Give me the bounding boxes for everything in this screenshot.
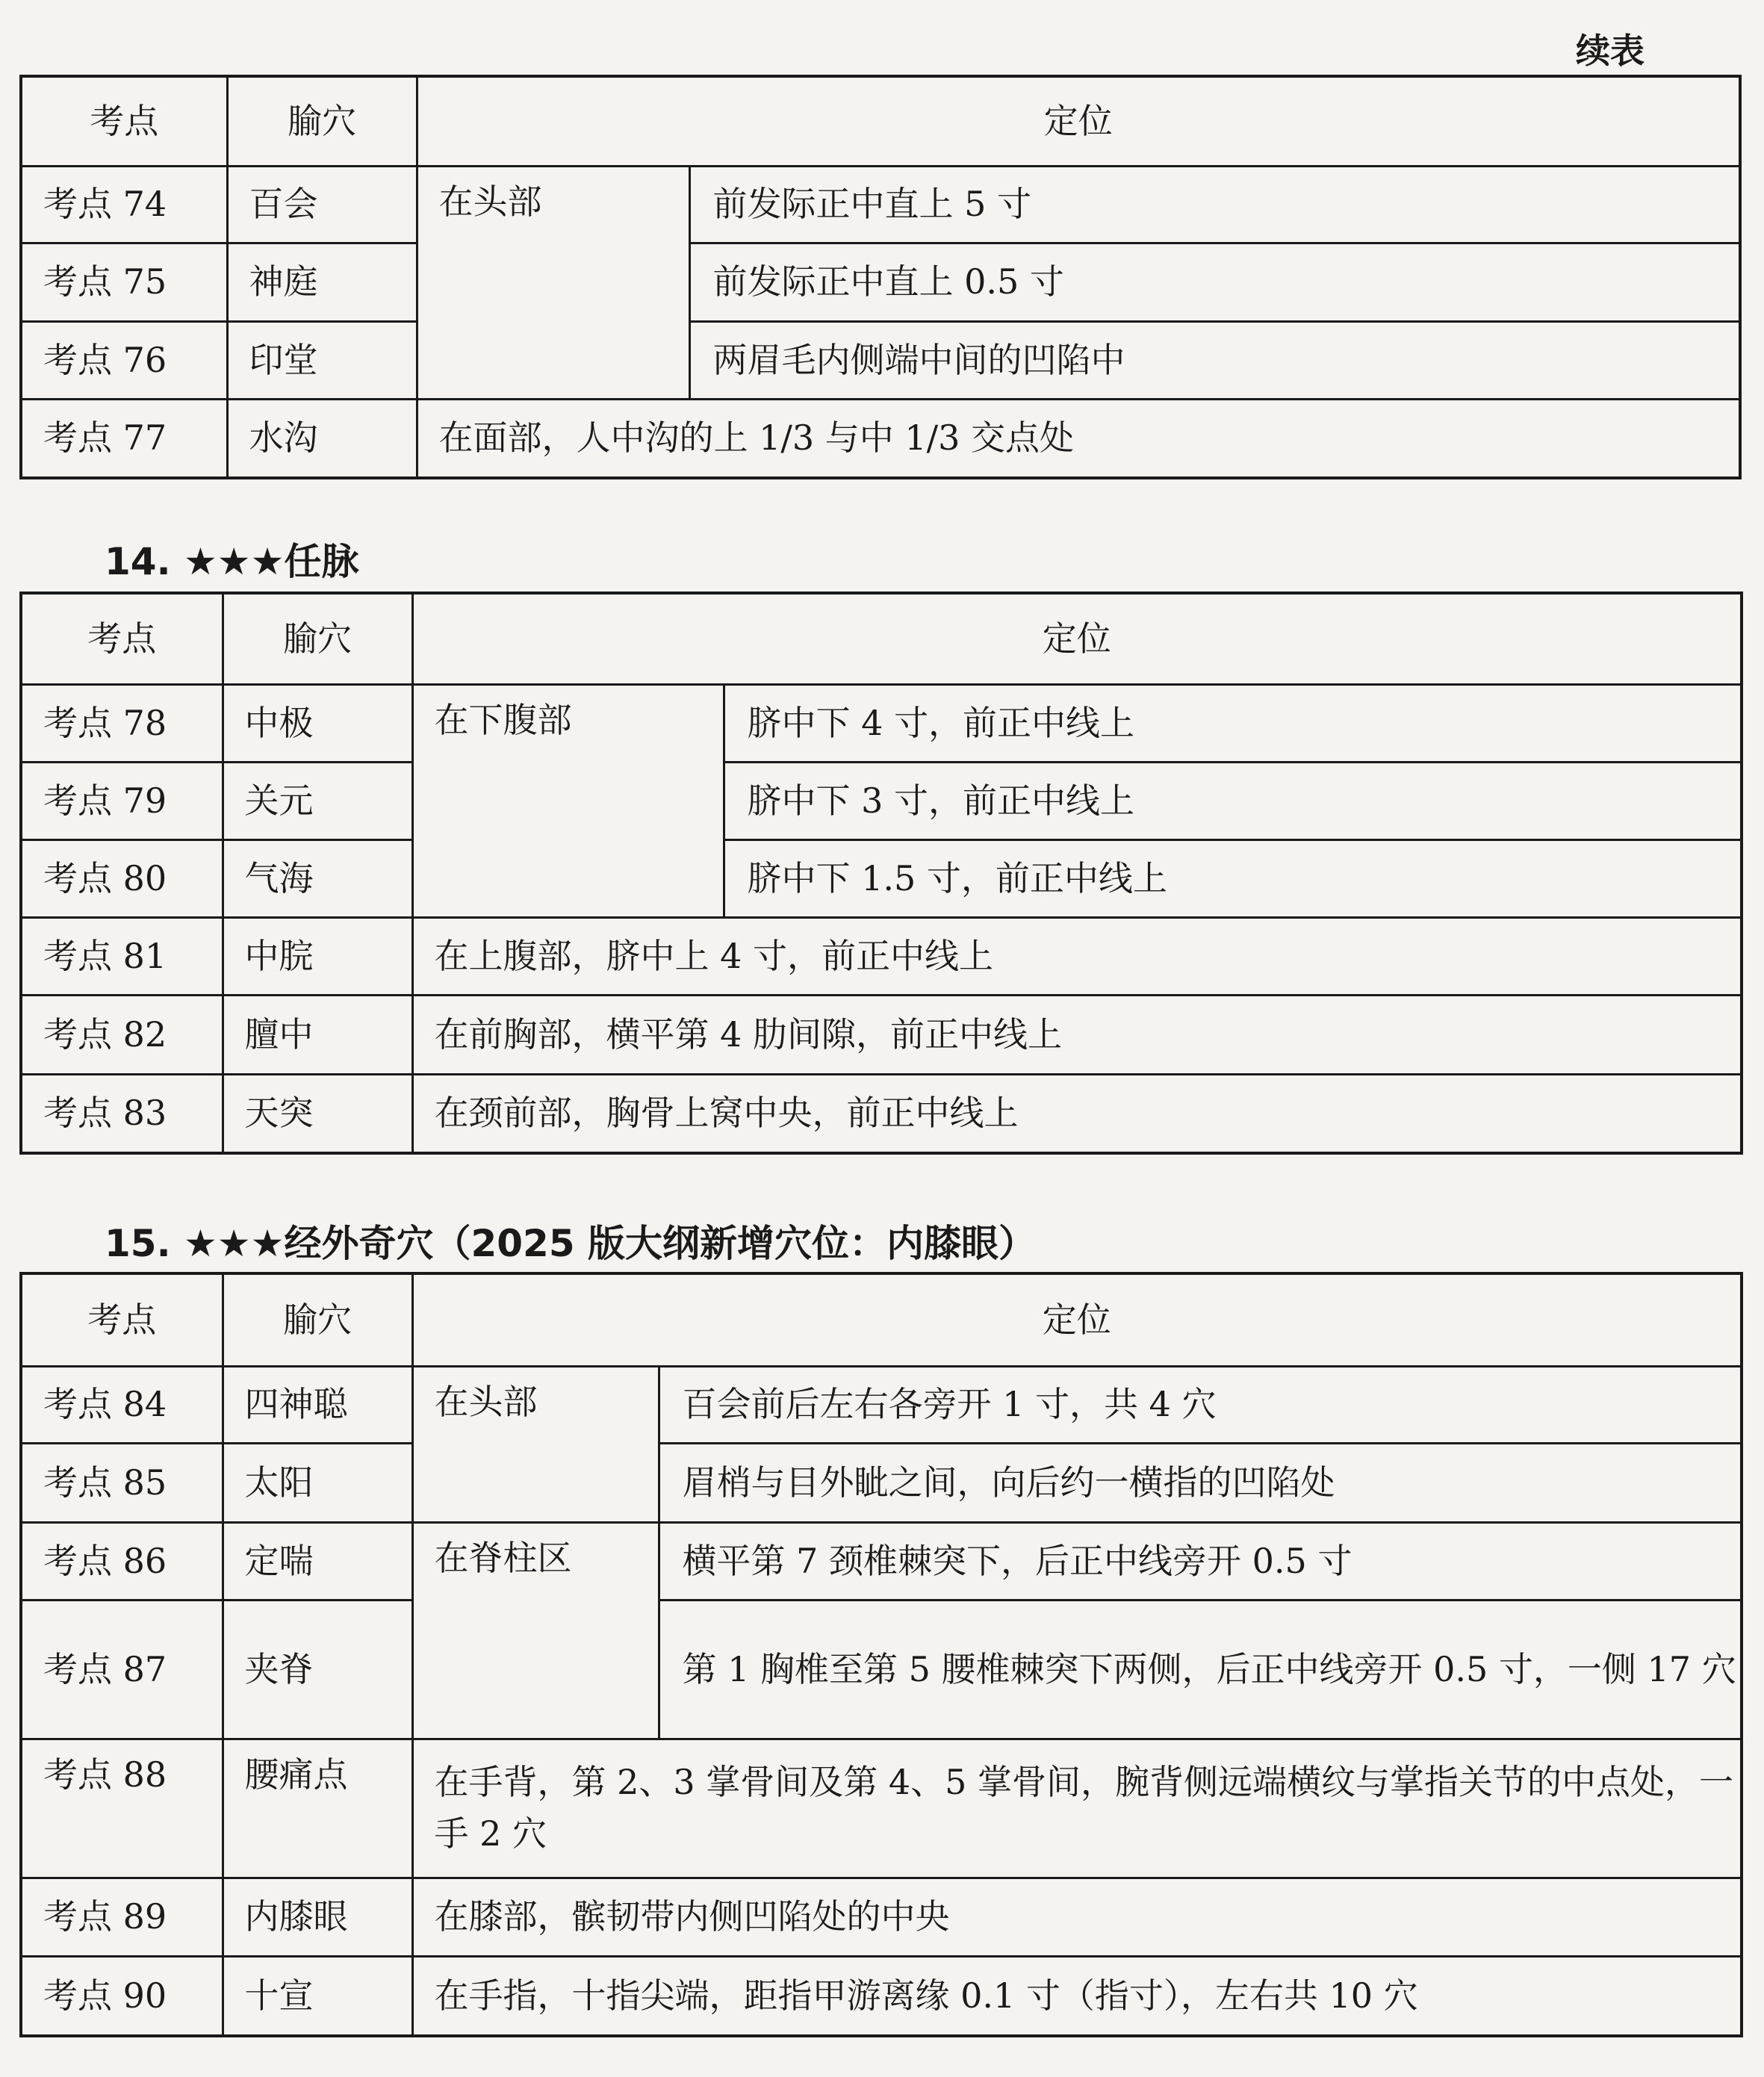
location-detail-cell: 两眉毛内侧端中间的凹陷中	[689, 321, 1740, 399]
acupoint-table-extra	[19, 1272, 1743, 2037]
location-detail-cell: 前发际正中直上 0.5 寸	[689, 243, 1740, 321]
acupoint-cell: 太阳	[223, 1443, 412, 1522]
location-detail-cell: 脐中下 1.5 寸，前正中线上	[724, 839, 1742, 917]
header-point: 考点	[21, 1273, 223, 1366]
table-row	[21, 1522, 1742, 1600]
table-row	[21, 1739, 1742, 1878]
acupoint-cell: 膻中	[223, 995, 412, 1074]
point-cell: 考点 75	[21, 243, 227, 321]
table-row	[21, 917, 1742, 995]
header-point: 考点	[21, 76, 227, 166]
point-cell: 考点 86	[21, 1522, 223, 1600]
acupoint-cell: 神庭	[227, 243, 417, 321]
acupoint-table-du	[19, 75, 1742, 479]
location-cell: 在手指，十指尖端，距指甲游离缘 0.1 寸（指寸），左右共 10 穴	[412, 1956, 1742, 2036]
point-cell: 考点 80	[21, 839, 223, 917]
table-row	[21, 839, 1742, 917]
location-detail-cell: 眉梢与目外眦之间，向后约一横指的凹陷处	[659, 1443, 1742, 1522]
table-row	[21, 1366, 1742, 1443]
acupoint-cell: 气海	[223, 839, 412, 917]
region-cell-spine: 在脊柱区	[412, 1522, 659, 1739]
table-row	[21, 166, 1740, 243]
point-cell: 考点 89	[21, 1878, 223, 1956]
table-header-row	[21, 1273, 1742, 1366]
table-row	[21, 1074, 1742, 1153]
acupoint-cell: 夹脊	[223, 1600, 412, 1739]
acupoint-cell: 中脘	[223, 917, 412, 995]
table-row	[21, 399, 1740, 478]
point-cell: 考点 79	[21, 762, 223, 839]
acupoint-cell: 印堂	[227, 321, 417, 399]
point-cell: 考点 87	[21, 1600, 223, 1739]
table-row	[21, 995, 1742, 1074]
table-row	[21, 762, 1742, 839]
location-cell: 在膝部，髌韧带内侧凹陷处的中央	[412, 1878, 1742, 1956]
header-acupoint: 腧穴	[227, 76, 417, 166]
location-detail-cell: 百会前后左右各旁开 1 寸，共 4 穴	[659, 1366, 1742, 1443]
acupoint-cell: 水沟	[227, 399, 417, 478]
location-cell: 在手背，第 2、3 掌骨间及第 4、5 掌骨间，腕背侧远端横纹与掌指关节的中点处，一手 2 穴	[412, 1739, 1742, 1878]
acupoint-cell: 十宣	[223, 1956, 412, 2036]
acupoint-table-ren	[19, 592, 1743, 1155]
point-cell: 考点 85	[21, 1443, 223, 1522]
continued-table-label: 续表	[1576, 31, 1645, 71]
point-cell: 考点 88	[21, 1739, 223, 1878]
header-location: 定位	[417, 76, 1740, 166]
header-point: 考点	[21, 593, 223, 684]
header-acupoint: 腧穴	[223, 593, 412, 684]
region-cell: 在头部	[417, 166, 689, 399]
acupoint-cell: 百会	[227, 166, 417, 243]
location-detail-cell: 横平第 7 颈椎棘突下，后正中线旁开 0.5 寸	[659, 1522, 1742, 1600]
table-row	[21, 243, 1740, 321]
table-row	[21, 1443, 1742, 1522]
location-detail-cell: 第 1 胸椎至第 5 腰椎棘突下两侧，后正中线旁开 0.5 寸，一侧 17 穴	[659, 1600, 1742, 1739]
section-title-extra-points: 15. ★★★经外奇穴（2025 版大纲新增穴位：内膝眼）	[105, 1222, 1037, 1265]
point-cell: 考点 82	[21, 995, 223, 1074]
location-cell: 在颈前部，胸骨上窝中央，前正中线上	[412, 1074, 1742, 1153]
table-header-row	[21, 593, 1742, 684]
location-detail-cell: 脐中下 4 寸，前正中线上	[724, 684, 1742, 762]
acupoint-cell: 定喘	[223, 1522, 412, 1600]
point-cell: 考点 81	[21, 917, 223, 995]
location-cell: 在前胸部，横平第 4 肋间隙，前正中线上	[412, 995, 1742, 1074]
table-row	[21, 1878, 1742, 1956]
table-row	[21, 684, 1742, 762]
table-header-row	[21, 76, 1740, 166]
acupoint-cell: 关元	[223, 762, 412, 839]
point-cell: 考点 90	[21, 1956, 223, 2036]
table-row	[21, 1600, 1742, 1739]
point-cell: 考点 76	[21, 321, 227, 399]
region-cell-head: 在头部	[412, 1366, 659, 1522]
acupoint-cell: 四神聪	[223, 1366, 412, 1443]
location-cell: 在上腹部，脐中上 4 寸，前正中线上	[412, 917, 1742, 995]
point-cell: 考点 74	[21, 166, 227, 243]
point-cell: 考点 83	[21, 1074, 223, 1153]
acupoint-cell: 腰痛点	[223, 1739, 412, 1878]
header-location: 定位	[412, 593, 1742, 684]
acupoint-cell: 内膝眼	[223, 1878, 412, 1956]
acupoint-cell: 天突	[223, 1074, 412, 1153]
point-cell: 考点 84	[21, 1366, 223, 1443]
header-location: 定位	[412, 1273, 1742, 1366]
table-row	[21, 1956, 1742, 2036]
header-acupoint: 腧穴	[223, 1273, 412, 1366]
acupoint-cell: 中极	[223, 684, 412, 762]
point-cell: 考点 77	[21, 399, 227, 478]
location-cell: 在面部，人中沟的上 1/3 与中 1/3 交点处	[417, 399, 1740, 478]
region-cell: 在下腹部	[412, 684, 724, 917]
table-row	[21, 321, 1740, 399]
section-title-ren: 14. ★★★任脉	[105, 540, 359, 583]
location-detail-cell: 前发际正中直上 5 寸	[689, 166, 1740, 243]
point-cell: 考点 78	[21, 684, 223, 762]
location-detail-cell: 脐中下 3 寸，前正中线上	[724, 762, 1742, 839]
